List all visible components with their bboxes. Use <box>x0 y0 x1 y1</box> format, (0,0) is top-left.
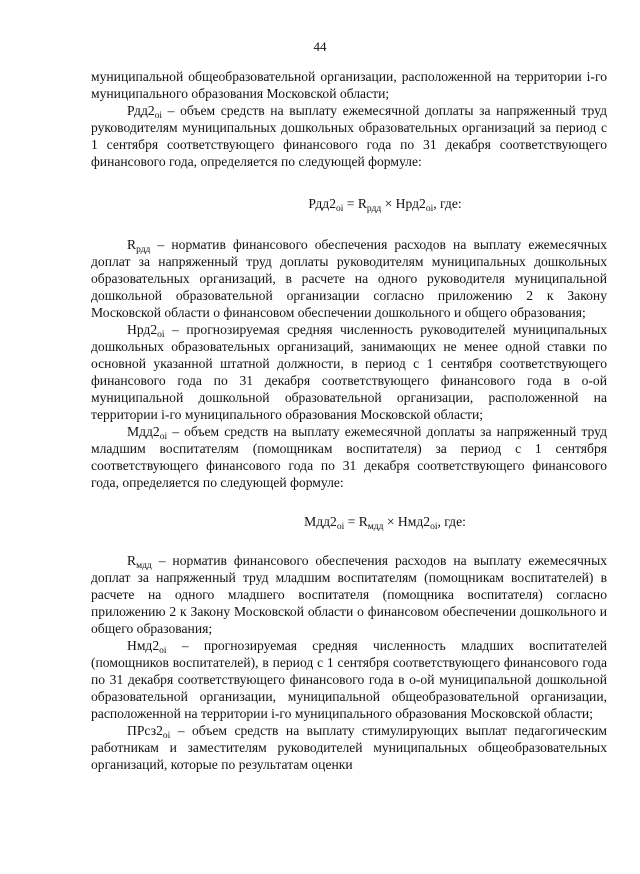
formula-mdd2 <box>91 513 607 530</box>
formula-term: , где: <box>437 514 466 529</box>
definition-nmd2 <box>91 637 607 722</box>
symbol-subscript: мдд <box>136 561 152 571</box>
formula-rdd2 <box>91 195 607 212</box>
formula-subscript: oi <box>336 522 345 532</box>
symbol: Мдд2 <box>127 424 160 439</box>
definition-text: – объем средств на выплату ежемесячной доплаты за напряженный труд младшим воспитателям (помощникам воспитателя) за период с 1 сентября соответствующего финансового года по 31 декабря соответствующего финансового года, определяется по следующей формуле: <box>91 424 607 490</box>
definition-text: – объем средств на выплату ежемесячной доплаты за напряженный труд руководителям муниципальных дошкольных образовательных организаций за период с 1 сентября соответствующего финансового года по 31 декабря соответствующего финансового года, определяется по следующей формуле: <box>91 103 607 169</box>
definition-text: – прогнозируемая средняя численность младших воспитателей (помощников воспитателей), в период с 1 сентября соответствующего финансового года по 31 декабря соответствующего финансового года в о-ой муниципальной дошкольной образовательной организации, муниципальной общеобразовательной организации, расположенной на территории i-го муниципального образования Московской области; <box>91 638 607 721</box>
symbol-subscript: oi <box>162 731 171 741</box>
formula-term: Мдд2 <box>304 514 337 529</box>
symbol: R <box>127 553 137 568</box>
formula-term: = R <box>343 196 367 211</box>
formula-term: , где: <box>433 196 462 211</box>
page-number: 44 <box>313 39 327 54</box>
formula-term: × Нрд2 <box>381 196 426 211</box>
definition-nrd2 <box>91 321 607 423</box>
symbol-subscript: рдд <box>136 245 151 255</box>
symbol: Нрд2 <box>127 322 158 337</box>
formula-subscript: oi <box>430 522 438 532</box>
symbol: Нмд2 <box>127 638 160 653</box>
symbol-subscript: oi <box>159 646 167 656</box>
formula-term: × Нмд2 <box>383 514 431 529</box>
formula-subscript: oi <box>336 204 344 214</box>
definition-text: – объем средств на выплату стимулирующих выплат педагогическим работникам и заместителям руководителей муниципальных общеобразовательных организаций, которые по результатам оценки <box>91 723 607 772</box>
symbol: R <box>127 237 137 252</box>
definition-mdd2 <box>91 423 607 491</box>
formula-subscript: мдд <box>367 522 384 532</box>
formula-subscript: рдд <box>366 204 382 214</box>
formula-subscript: oi <box>425 204 434 214</box>
formula-term: = R <box>344 514 368 529</box>
definition-prsz2 <box>91 722 607 773</box>
formula-term: Рдд2 <box>308 196 336 211</box>
definition-text: – норматив финансового обеспечения расходов на выплату ежемесячных доплат за напряженный труд доплаты руководителям муниципальных дошкольных образовательных организаций, в расчете на одного руководителя муниципальной дошкольной образовательной организации согласно приложению 2 к Закону Московской области о финансовом обеспечении дошкольного и общего образования; <box>91 237 607 320</box>
symbol: Рдд2 <box>127 103 155 118</box>
symbol-subscript: oi <box>157 330 165 340</box>
symbol-subscript: oi <box>154 111 163 121</box>
paragraph-continuation <box>91 68 607 102</box>
definition-text: – норматив финансового обеспечения расходов на выплату ежемесячных доплат за напряженный труд младшим воспитателям (помощникам воспитателей) в расчете на одного младшего воспитателя (помощника воспитателя) согласно приложению 2 к Закону Московской области о финансовом обеспечении дошкольного и общего образования; <box>91 553 607 636</box>
definition-r-mdd <box>91 552 607 637</box>
paragraph-text: муниципальной общеобразовательной организации, расположенной на территории i-го муниципального образования Московской области; <box>91 69 607 101</box>
symbol-subscript: oi <box>159 432 168 442</box>
definition-rdd2 <box>91 102 607 170</box>
document-body <box>91 68 607 773</box>
definition-r-rdd <box>91 236 607 321</box>
symbol: ПРсз2 <box>127 723 163 738</box>
definition-text: – прогнозируемая средняя численность руководителей муниципальных дошкольных образовательных организаций, занимающих не менее одной ставки по основной указанной штатной должности, в период с 1 сентября соответствующего финансового года по 31 декабря соответствующего финансового года в о-ой муниципальной дошкольной образовательной организации, расположенной на территории i-го муниципального образования Московской области; <box>91 322 607 422</box>
